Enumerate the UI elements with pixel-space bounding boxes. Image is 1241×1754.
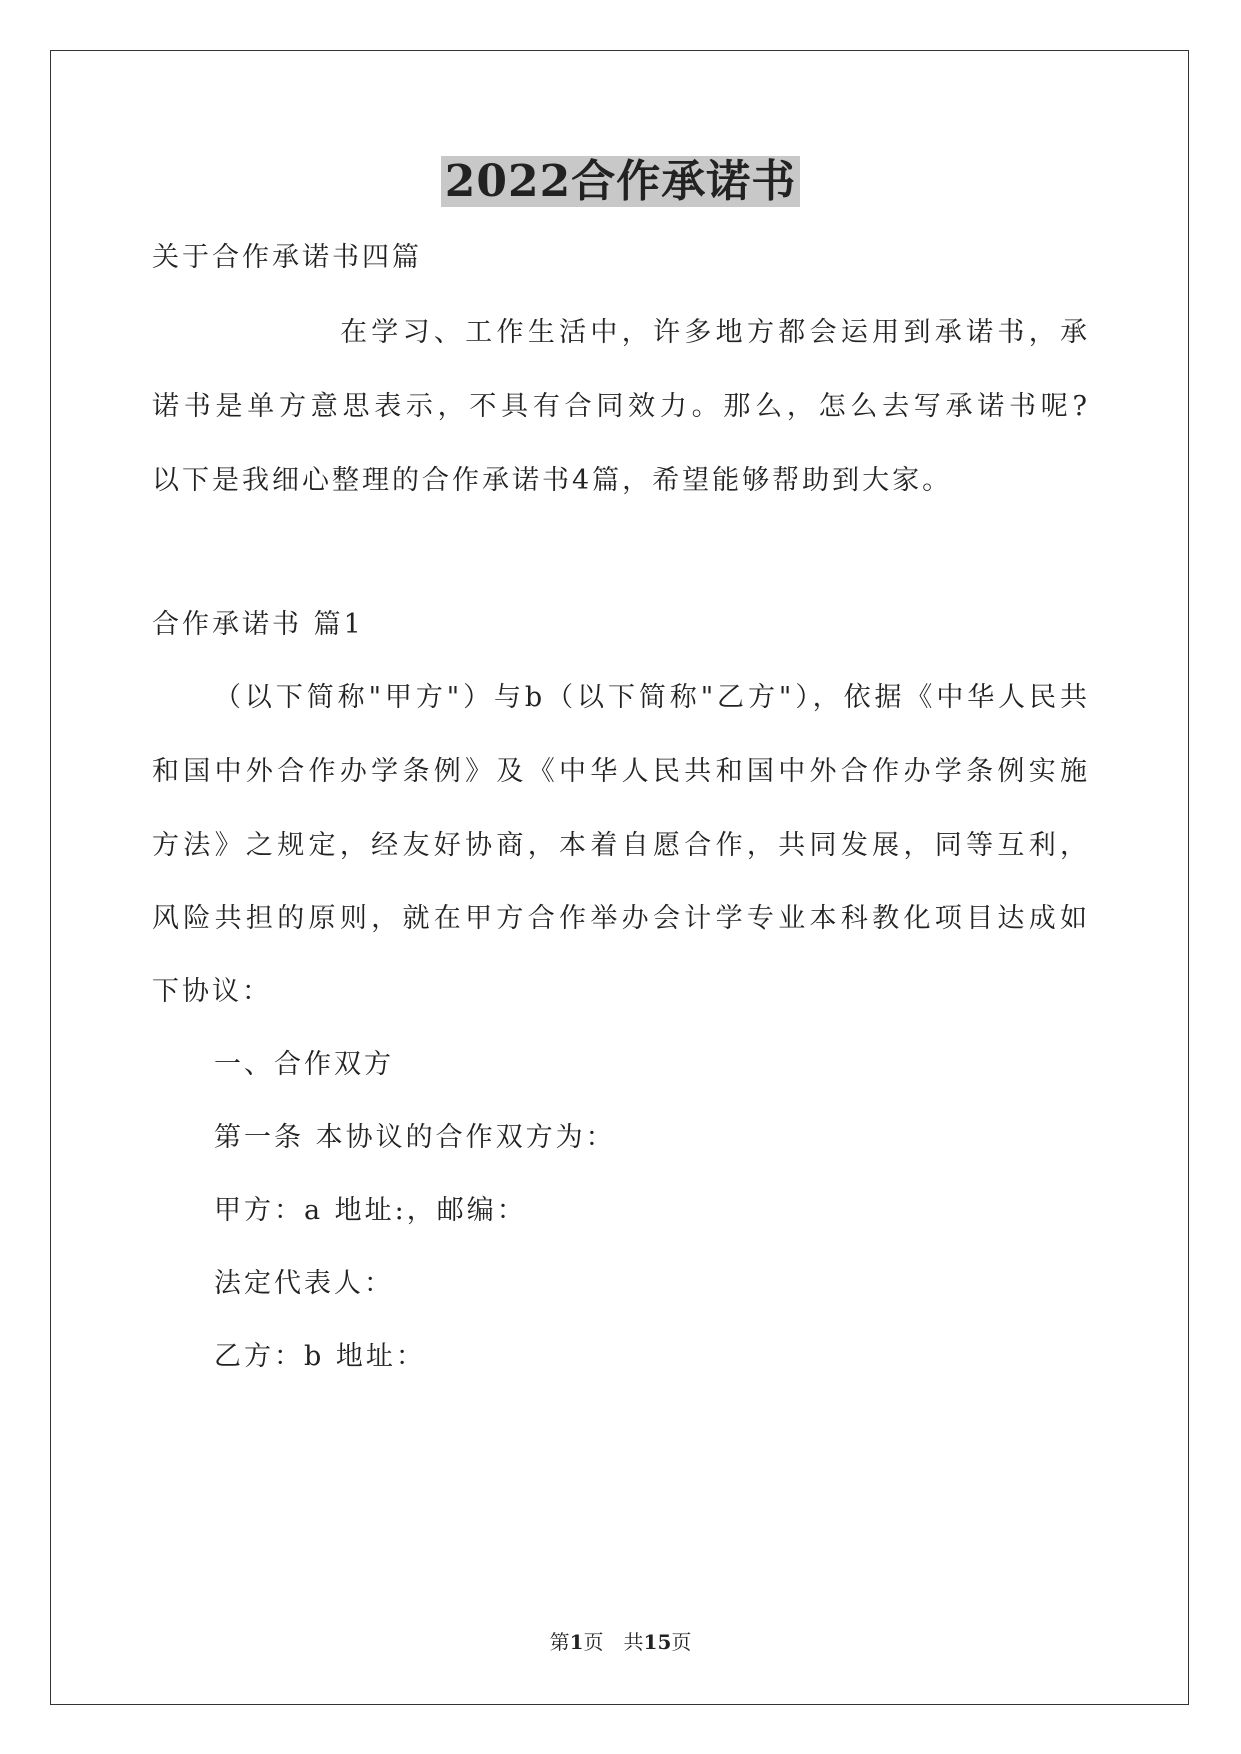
footer-page-number: 1 <box>569 1630 584 1654</box>
document-title <box>0 152 1241 212</box>
paragraph-line-4: 风险共担的原则，就在甲方合作举办会计学专业本科教化项目达成如 <box>152 903 1087 934</box>
intro-line-1: 在学习、工作生活中，许多地方都会运用到承诺书，承 <box>340 317 1087 348</box>
title-highlight: 2022合作承诺书 <box>441 156 800 207</box>
intro-line-3: 以下是我细心整理的合作承诺书4篇，希望能够帮助到大家。 <box>152 465 953 496</box>
page-border <box>50 50 1189 1705</box>
article-one: 第一条 本协议的合作双方为： <box>214 1122 616 1153</box>
party-b-line: 乙方：b 地址： <box>214 1341 426 1372</box>
item-heading: 一、合作双方 <box>214 1049 394 1080</box>
footer-prefix: 第 <box>549 1630 570 1654</box>
intro-line-2: 诺书是单方意思表示，不具有合同效力。那么，怎么去写承诺书呢? <box>152 391 1087 422</box>
legal-representative-line: 法定代表人： <box>214 1268 394 1299</box>
paragraph-line-3: 方法》之规定，经友好协商，本着自愿合作，共同发展，同等互利， <box>152 830 1087 861</box>
paragraph-line-1: （以下简称"甲方"）与b（以下简称"乙方"），依据《中华人民共 <box>214 682 1087 713</box>
party-a-line: 甲方：a 地址:，邮编： <box>214 1195 527 1226</box>
paragraph-line-5: 下协议： <box>152 976 272 1007</box>
page-footer <box>0 1628 1241 1656</box>
footer-page-total: 15 <box>643 1630 672 1654</box>
section-heading: 合作承诺书 篇1 <box>152 609 364 640</box>
subtitle: 关于合作承诺书四篇 <box>152 242 422 273</box>
footer-middle: 页 共 <box>583 1630 644 1654</box>
paragraph-line-2: 和国中外合作办学条例》及《中华人民共和国中外合作办学条例实施 <box>152 756 1087 787</box>
footer-suffix: 页 <box>671 1630 692 1654</box>
